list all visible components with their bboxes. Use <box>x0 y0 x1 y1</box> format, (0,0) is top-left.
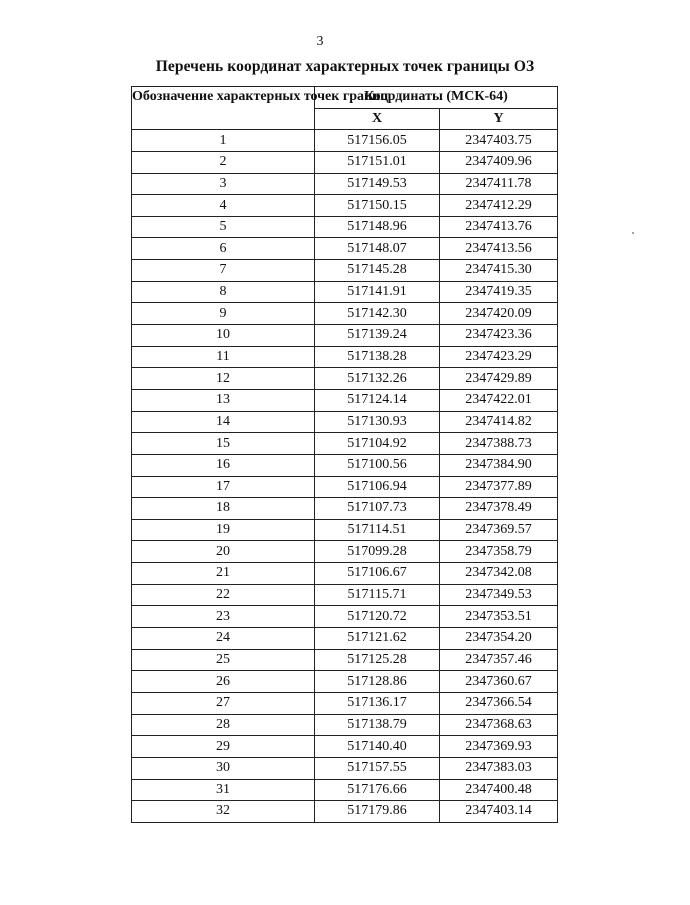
point-number-cell: 2 <box>132 151 315 173</box>
point-number-cell: 10 <box>132 325 315 347</box>
y-coordinate-cell: 2347403.14 <box>440 801 558 823</box>
y-coordinate-cell: 2347400.48 <box>440 779 558 801</box>
y-coordinate-cell: 2347354.20 <box>440 628 558 650</box>
point-number-cell: 25 <box>132 649 315 671</box>
table-row <box>132 757 558 779</box>
table-row <box>132 325 558 347</box>
point-number-cell: 21 <box>132 563 315 585</box>
point-number-cell: 31 <box>132 779 315 801</box>
x-column-header: X <box>315 108 440 130</box>
scan-speck <box>632 232 634 234</box>
point-number-cell: 1 <box>132 130 315 152</box>
x-coordinate-cell: 517140.40 <box>315 736 440 758</box>
y-coordinate-cell: 2347413.76 <box>440 216 558 238</box>
x-coordinate-cell: 517179.86 <box>315 801 440 823</box>
point-number-cell: 5 <box>132 216 315 238</box>
point-number-cell: 17 <box>132 476 315 498</box>
table-row <box>132 195 558 217</box>
table-row <box>132 779 558 801</box>
table-body <box>132 130 558 823</box>
x-coordinate-cell: 517148.07 <box>315 238 440 260</box>
table-row <box>132 281 558 303</box>
point-number-cell: 9 <box>132 303 315 325</box>
x-coordinate-cell: 517121.62 <box>315 628 440 650</box>
table-row <box>132 368 558 390</box>
x-coordinate-cell: 517148.96 <box>315 216 440 238</box>
table-row <box>132 216 558 238</box>
point-number-cell: 12 <box>132 368 315 390</box>
point-number-cell: 7 <box>132 260 315 282</box>
x-coordinate-cell: 517157.55 <box>315 757 440 779</box>
table-row <box>132 389 558 411</box>
y-coordinate-cell: 2347388.73 <box>440 433 558 455</box>
y-coordinate-cell: 2347377.89 <box>440 476 558 498</box>
x-coordinate-cell: 517100.56 <box>315 454 440 476</box>
x-coordinate-cell: 517142.30 <box>315 303 440 325</box>
x-coordinate-cell: 517124.14 <box>315 389 440 411</box>
table-row <box>132 541 558 563</box>
table-row <box>132 173 558 195</box>
point-designation-header: Обозначение характерных точек границ <box>132 87 315 130</box>
table-row <box>132 563 558 585</box>
x-coordinate-cell: 517176.66 <box>315 779 440 801</box>
table-row <box>132 260 558 282</box>
x-coordinate-cell: 517114.51 <box>315 519 440 541</box>
coordinates-system-header: Координаты (МСК-64) <box>315 87 558 109</box>
x-coordinate-cell: 517145.28 <box>315 260 440 282</box>
x-coordinate-cell: 517104.92 <box>315 433 440 455</box>
document-title: Перечень координат характерных точек границы ОЗ <box>155 58 535 75</box>
y-coordinate-cell: 2347349.53 <box>440 584 558 606</box>
point-number-cell: 18 <box>132 498 315 520</box>
x-coordinate-cell: 517125.28 <box>315 649 440 671</box>
table-row <box>132 476 558 498</box>
x-coordinate-cell: 517151.01 <box>315 151 440 173</box>
y-coordinate-cell: 2347429.89 <box>440 368 558 390</box>
x-coordinate-cell: 517128.86 <box>315 671 440 693</box>
y-coordinate-cell: 2347423.36 <box>440 325 558 347</box>
point-number-cell: 16 <box>132 454 315 476</box>
table-row <box>132 736 558 758</box>
table-row <box>132 238 558 260</box>
point-number-cell: 20 <box>132 541 315 563</box>
table-row <box>132 433 558 455</box>
point-number-cell: 22 <box>132 584 315 606</box>
point-number-cell: 13 <box>132 389 315 411</box>
table-row <box>132 801 558 823</box>
point-number-cell: 14 <box>132 411 315 433</box>
point-number-cell: 15 <box>132 433 315 455</box>
table-row <box>132 714 558 736</box>
table-header <box>132 87 558 130</box>
x-coordinate-cell: 517120.72 <box>315 606 440 628</box>
y-coordinate-cell: 2347357.46 <box>440 649 558 671</box>
y-coordinate-cell: 2347420.09 <box>440 303 558 325</box>
x-coordinate-cell: 517115.71 <box>315 584 440 606</box>
point-number-cell: 30 <box>132 757 315 779</box>
y-coordinate-cell: 2347384.90 <box>440 454 558 476</box>
x-coordinate-cell: 517150.15 <box>315 195 440 217</box>
point-number-cell: 4 <box>132 195 315 217</box>
table-row <box>132 411 558 433</box>
table-row <box>132 584 558 606</box>
y-coordinate-cell: 2347414.82 <box>440 411 558 433</box>
table-row <box>132 454 558 476</box>
table-row <box>132 692 558 714</box>
y-coordinate-cell: 2347360.67 <box>440 671 558 693</box>
point-number-cell: 19 <box>132 519 315 541</box>
point-number-cell: 32 <box>132 801 315 823</box>
y-coordinate-cell: 2347415.30 <box>440 260 558 282</box>
point-number-cell: 29 <box>132 736 315 758</box>
x-coordinate-cell: 517106.94 <box>315 476 440 498</box>
table-row <box>132 346 558 368</box>
table-row <box>132 519 558 541</box>
y-coordinate-cell: 2347413.56 <box>440 238 558 260</box>
point-number-cell: 27 <box>132 692 315 714</box>
point-number-cell: 6 <box>132 238 315 260</box>
y-coordinate-cell: 2347368.63 <box>440 714 558 736</box>
x-coordinate-cell: 517106.67 <box>315 563 440 585</box>
y-coordinate-cell: 2347409.96 <box>440 151 558 173</box>
y-coordinate-cell: 2347378.49 <box>440 498 558 520</box>
table-row <box>132 628 558 650</box>
table-row <box>132 671 558 693</box>
y-coordinate-cell: 2347369.93 <box>440 736 558 758</box>
y-coordinate-cell: 2347411.78 <box>440 173 558 195</box>
table-row <box>132 151 558 173</box>
y-coordinate-cell: 2347412.29 <box>440 195 558 217</box>
x-coordinate-cell: 517107.73 <box>315 498 440 520</box>
y-coordinate-cell: 2347403.75 <box>440 130 558 152</box>
table-row <box>132 649 558 671</box>
y-coordinate-cell: 2347383.03 <box>440 757 558 779</box>
y-coordinate-cell: 2347342.08 <box>440 563 558 585</box>
x-coordinate-cell: 517136.17 <box>315 692 440 714</box>
y-coordinate-cell: 2347358.79 <box>440 541 558 563</box>
y-column-header: Y <box>440 108 558 130</box>
point-number-cell: 23 <box>132 606 315 628</box>
x-coordinate-cell: 517149.53 <box>315 173 440 195</box>
x-coordinate-cell: 517156.05 <box>315 130 440 152</box>
page-number: 3 <box>316 34 324 49</box>
x-coordinate-cell: 517138.79 <box>315 714 440 736</box>
x-coordinate-cell: 517141.91 <box>315 281 440 303</box>
y-coordinate-cell: 2347366.54 <box>440 692 558 714</box>
table-row <box>132 498 558 520</box>
point-number-cell: 3 <box>132 173 315 195</box>
y-coordinate-cell: 2347423.29 <box>440 346 558 368</box>
point-number-cell: 11 <box>132 346 315 368</box>
table-row <box>132 606 558 628</box>
y-coordinate-cell: 2347353.51 <box>440 606 558 628</box>
x-coordinate-cell: 517130.93 <box>315 411 440 433</box>
y-coordinate-cell: 2347419.35 <box>440 281 558 303</box>
y-coordinate-cell: 2347422.01 <box>440 389 558 411</box>
y-coordinate-cell: 2347369.57 <box>440 519 558 541</box>
point-number-cell: 8 <box>132 281 315 303</box>
coordinates-table <box>131 86 558 823</box>
x-coordinate-cell: 517139.24 <box>315 325 440 347</box>
point-number-cell: 28 <box>132 714 315 736</box>
table-row <box>132 303 558 325</box>
x-coordinate-cell: 517138.28 <box>315 346 440 368</box>
x-coordinate-cell: 517132.26 <box>315 368 440 390</box>
table-row <box>132 130 558 152</box>
point-number-cell: 24 <box>132 628 315 650</box>
x-coordinate-cell: 517099.28 <box>315 541 440 563</box>
point-number-cell: 26 <box>132 671 315 693</box>
